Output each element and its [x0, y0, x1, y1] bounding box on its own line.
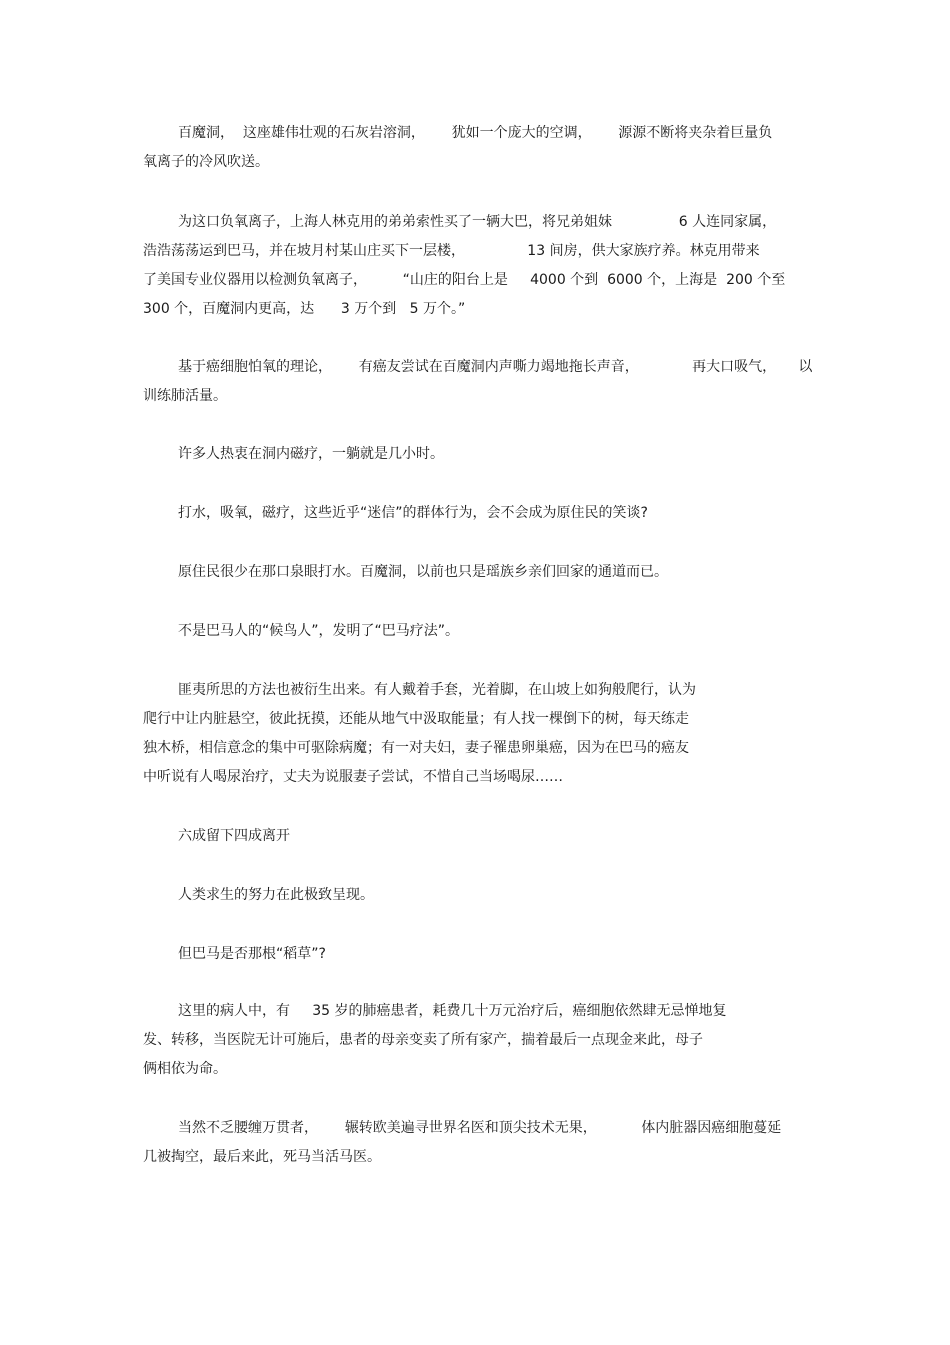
paragraph-line: 中听说有人喝尿治疗，丈夫为说服妻子尝试，不惜自己当场喝尿……: [143, 769, 563, 785]
paragraph-line: 浩浩荡荡运到巴马，并在坡月村某山庄买下一层楼， 13 间房，供大家族疗养。林克用带来: [143, 243, 760, 259]
paragraph-line: 这里的病人中，有 35 岁的肺癌患者，耗费几十万元治疗后，癌细胞依然肆无忌惮地复: [178, 1003, 727, 1019]
paragraph-line: 300 个，百魔洞内更高，达 3 万个到 5 万个。”: [143, 301, 466, 317]
section-heading: 六成留下四成离开: [178, 828, 290, 844]
paragraph-7: 不是巴马人的“候鸟人”，发明了“巴马疗法”。: [178, 623, 460, 639]
paragraph-line: 为这口负氧离子，上海人林克用的弟弟索性买了一辆大巴，将兄弟姐妹 6 人连同家属，: [178, 214, 777, 230]
paragraph-line: 俩相依为命。: [143, 1061, 227, 1077]
paragraph-line: 百魔洞， 这座雄伟壮观的石灰岩溶洞， 犹如一个庞大的空调， 源源不断将夹杂着巨量负: [178, 125, 773, 141]
paragraph-11: 但巴马是否那根“稻草”?: [178, 946, 326, 962]
paragraph-line: 匪夷所思的方法也被衍生出来。有人戴着手套，光着脚，在山坡上如狗般爬行，认为: [178, 682, 696, 698]
paragraph-line: 了美国专业仪器用以检测负氧离子， “山庄的阳台上是 4000 个到 6000 个，上海是 200 个至: [143, 272, 786, 288]
paragraph-line: 独木桥，相信意念的集中可驱除病魔；有一对夫妇，妻子罹患卵巢癌，因为在巴马的癌友: [143, 740, 689, 756]
paragraph-line: 爬行中让内脏悬空，彼此抚摸，还能从地气中汲取能量；有人找一棵倒下的树，每天练走: [143, 711, 689, 727]
paragraph-line: 训练肺活量。: [143, 388, 227, 404]
paragraph-line: 发、转移，当医院无计可施后，患者的母亲变卖了所有家产，揣着最后一点现金来此，母子: [143, 1032, 703, 1048]
paragraph-line: 基于癌细胞怕氧的理论， 有癌友尝试在百魔洞内声嘶力竭地拖长声音， 再大口吸气， 以: [178, 359, 813, 375]
paragraph-line: 几被掏空，最后来此，死马当活马医。: [143, 1149, 381, 1165]
paragraph-10: 人类求生的努力在此极致呈现。: [178, 887, 374, 903]
paragraph-5: 打水，吸氧，磁疗，这些近乎“迷信”的群体行为，会不会成为原住民的笑谈?: [178, 505, 648, 521]
paragraph-4: 许多人热衷在洞内磁疗，一躺就是几小时。: [178, 446, 444, 462]
paragraph-line: 氧离子的冷风吹送。: [143, 154, 269, 170]
paragraph-line: 当然不乏腰缠万贯者， 辗转欧美遍寻世界名医和顶尖技术无果， 体内脏器因癌细胞蔓延: [178, 1120, 782, 1136]
paragraph-6: 原住民很少在那口泉眼打水。百魔洞，以前也只是瑶族乡亲们回家的通道而已。: [178, 564, 668, 580]
